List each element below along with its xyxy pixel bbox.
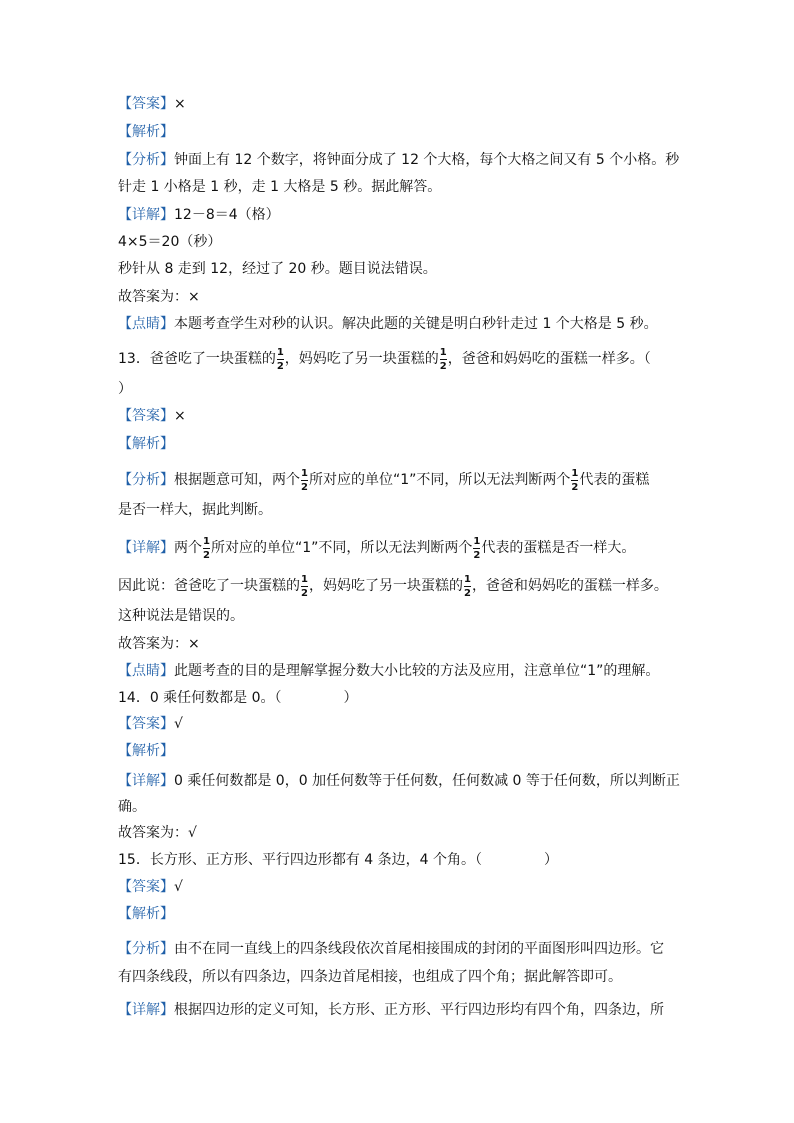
fenxi-label: 【分析】 <box>118 152 174 168</box>
fraction-denominator: 2 <box>473 549 481 561</box>
xiangjie-text: 0 乘任何数都是 0，0 加任何数等于任何数，任何数减 0 等于任何数，所以判断正 <box>174 773 680 789</box>
analysis-label: 【解析】 <box>118 906 174 922</box>
q14-stem-text: 14．0 乘任何数都是 0。（ <box>118 690 282 706</box>
q13-dianjing <box>118 661 678 681</box>
analysis-label: 【解析】 <box>118 124 174 140</box>
fraction-denominator: 2 <box>301 481 308 493</box>
fraction-one-half <box>464 574 471 599</box>
fenxi-text: 所对应的单位“1”不同，所以无法判断两个 <box>308 472 571 488</box>
fenxi-label: 【分析】 <box>118 941 174 957</box>
answer-value: √ <box>174 879 183 895</box>
q13-stem-text: 13．爸爸吃了一块蛋糕的 <box>118 351 276 367</box>
analysis-label: 【解析】 <box>118 743 174 759</box>
fraction-numerator: 1 <box>301 467 308 479</box>
fraction-one-half <box>440 347 447 372</box>
xiangjie-label: 【详解】 <box>118 540 174 556</box>
q12-xiangjie-line-3: 秒针从 8 走到 12，经过了 20 秒。题目说法错误。 <box>118 261 437 277</box>
fenxi-text: 由不在同一直线上的四条线段依次首尾相接围成的封闭的平面图形叫四边形。它 <box>174 941 664 957</box>
xiangjie-label: 【详解】 <box>118 773 174 789</box>
dianjing-label: 【点睛】 <box>118 663 174 679</box>
q12-dianjing <box>118 314 678 334</box>
fraction-denominator: 2 <box>276 360 284 372</box>
xiangjie-text: 12－8＝4（格） <box>174 207 280 223</box>
fraction-one-half <box>571 468 578 493</box>
q12-xiangjie-line-1 <box>118 205 678 225</box>
q15-xiangjie-line-1 <box>118 1000 678 1020</box>
fenxi-text: 根据题意可知，两个 <box>174 472 300 488</box>
fraction-numerator: 1 <box>276 346 284 358</box>
analysis-label: 【解析】 <box>118 436 174 452</box>
dianjing-text: 本题考查学生对秒的认识。解决此题的关键是明白秒针走过 1 个大格是 5 秒。 <box>174 316 658 332</box>
q13-xiangjie-line-1 <box>118 535 678 561</box>
q12-conclusion: 故答案为：× <box>118 289 200 305</box>
answer-label: 【答案】 <box>118 408 174 424</box>
q13-stem-line-1 <box>118 346 678 372</box>
q13-analysis-heading <box>118 434 678 454</box>
xiangjie-label: 【详解】 <box>118 1002 174 1018</box>
q12-analysis-heading <box>118 122 678 142</box>
xiangjie-label: 【详解】 <box>118 207 174 223</box>
fraction-denominator: 2 <box>301 587 308 599</box>
fraction-denominator: 2 <box>203 549 210 561</box>
yinci-text: ，妈妈吃了另一块蛋糕的 <box>308 578 463 594</box>
q15-stem-text: ） <box>543 852 558 868</box>
fraction-one-half <box>301 574 308 599</box>
answer-label: 【答案】 <box>118 96 174 112</box>
fraction-denominator: 2 <box>463 587 471 599</box>
xiangjie-text: 两个 <box>174 540 202 556</box>
q15-analysis-heading <box>118 904 678 924</box>
yinci-text: ，爸爸和妈妈吃的蛋糕一样多。 <box>471 578 668 594</box>
answer-value: × <box>174 96 186 112</box>
q13-answer <box>118 406 678 426</box>
dianjing-text: 此题考查的目的是理解掌握分数大小比较的方法及应用，注意单位“1”的理解。 <box>174 663 660 679</box>
fraction-numerator: 1 <box>463 573 471 585</box>
fraction-one-half <box>277 347 284 372</box>
answer-label: 【答案】 <box>118 716 174 732</box>
q13-conclusion: 故答案为：× <box>118 636 200 652</box>
q12-xiangjie-line-2: 4×5＝20（秒） <box>118 234 222 250</box>
fraction-one-half <box>473 536 480 561</box>
q15-stem <box>118 850 678 870</box>
fraction-numerator: 1 <box>439 346 447 358</box>
q14-answer <box>118 714 678 734</box>
q14-conclusion: 故答案为：√ <box>118 825 197 841</box>
fraction-denominator: 2 <box>439 360 447 372</box>
q13-yinci-line-2: 这种说法是错误的。 <box>118 608 244 624</box>
q15-fenxi-line-2: 有四条线段，所以有四条边，四条边首尾相接，也组成了四个角；据此解答即可。 <box>118 969 622 985</box>
q13-stem-text: ，爸爸和妈妈吃的蛋糕一样多。（ <box>447 351 651 367</box>
fraction-denominator: 2 <box>571 481 579 493</box>
q13-stem-text: ，妈妈吃了另一块蛋糕的 <box>284 351 439 367</box>
fraction-one-half <box>301 468 308 493</box>
fraction-one-half <box>203 536 210 561</box>
q12-answer <box>118 94 678 114</box>
fenxi-text: 钟面上有 12 个数字，将钟面分成了 12 个大格，每个大格之间又有 5 个小格。秒 <box>174 152 680 168</box>
answer-value: × <box>174 408 186 424</box>
fenxi-label: 【分析】 <box>118 472 174 488</box>
q15-stem-text: 15．长方形、正方形、平行四边形都有 4 条边，4 个角。（ <box>118 852 482 868</box>
answer-label: 【答案】 <box>118 879 174 895</box>
fenxi-text: 代表的蛋糕 <box>579 472 650 488</box>
q14-stem-text: ） <box>343 690 358 706</box>
q12-fenxi-line-2: 针走 1 小格是 1 秒，走 1 大格是 5 秒。据此解答。 <box>118 179 442 195</box>
yinci-text: 因此说：爸爸吃了一块蛋糕的 <box>118 578 300 594</box>
dianjing-label: 【点睛】 <box>118 316 174 332</box>
q15-answer <box>118 877 678 897</box>
xiangjie-text: 所对应的单位“1”不同，所以无法判断两个 <box>210 540 473 556</box>
fraction-numerator: 1 <box>473 535 481 547</box>
fraction-numerator: 1 <box>203 535 210 547</box>
q13-yinci-line-1 <box>118 573 678 599</box>
q13-fenxi-line-2: 是否一样大，据此判断。 <box>118 502 272 518</box>
q14-xiangjie-line-1 <box>118 771 678 791</box>
fraction-numerator: 1 <box>571 467 579 479</box>
xiangjie-text: 根据四边形的定义可知，长方形、正方形、平行四边形均有四个角，四条边，所 <box>174 1002 664 1018</box>
q15-fenxi-line-1 <box>118 939 678 959</box>
q13-fenxi-line-1 <box>118 467 678 493</box>
q14-xiangjie-line-2: 确。 <box>118 799 146 815</box>
q13-stem-line-2: ） <box>118 381 132 397</box>
q12-fenxi-line-1 <box>118 150 678 170</box>
answer-value: √ <box>174 716 183 732</box>
fraction-numerator: 1 <box>301 573 308 585</box>
q14-analysis-heading <box>118 741 678 761</box>
q14-stem <box>118 688 678 708</box>
xiangjie-text: 代表的蛋糕是否一样大。 <box>481 540 636 556</box>
